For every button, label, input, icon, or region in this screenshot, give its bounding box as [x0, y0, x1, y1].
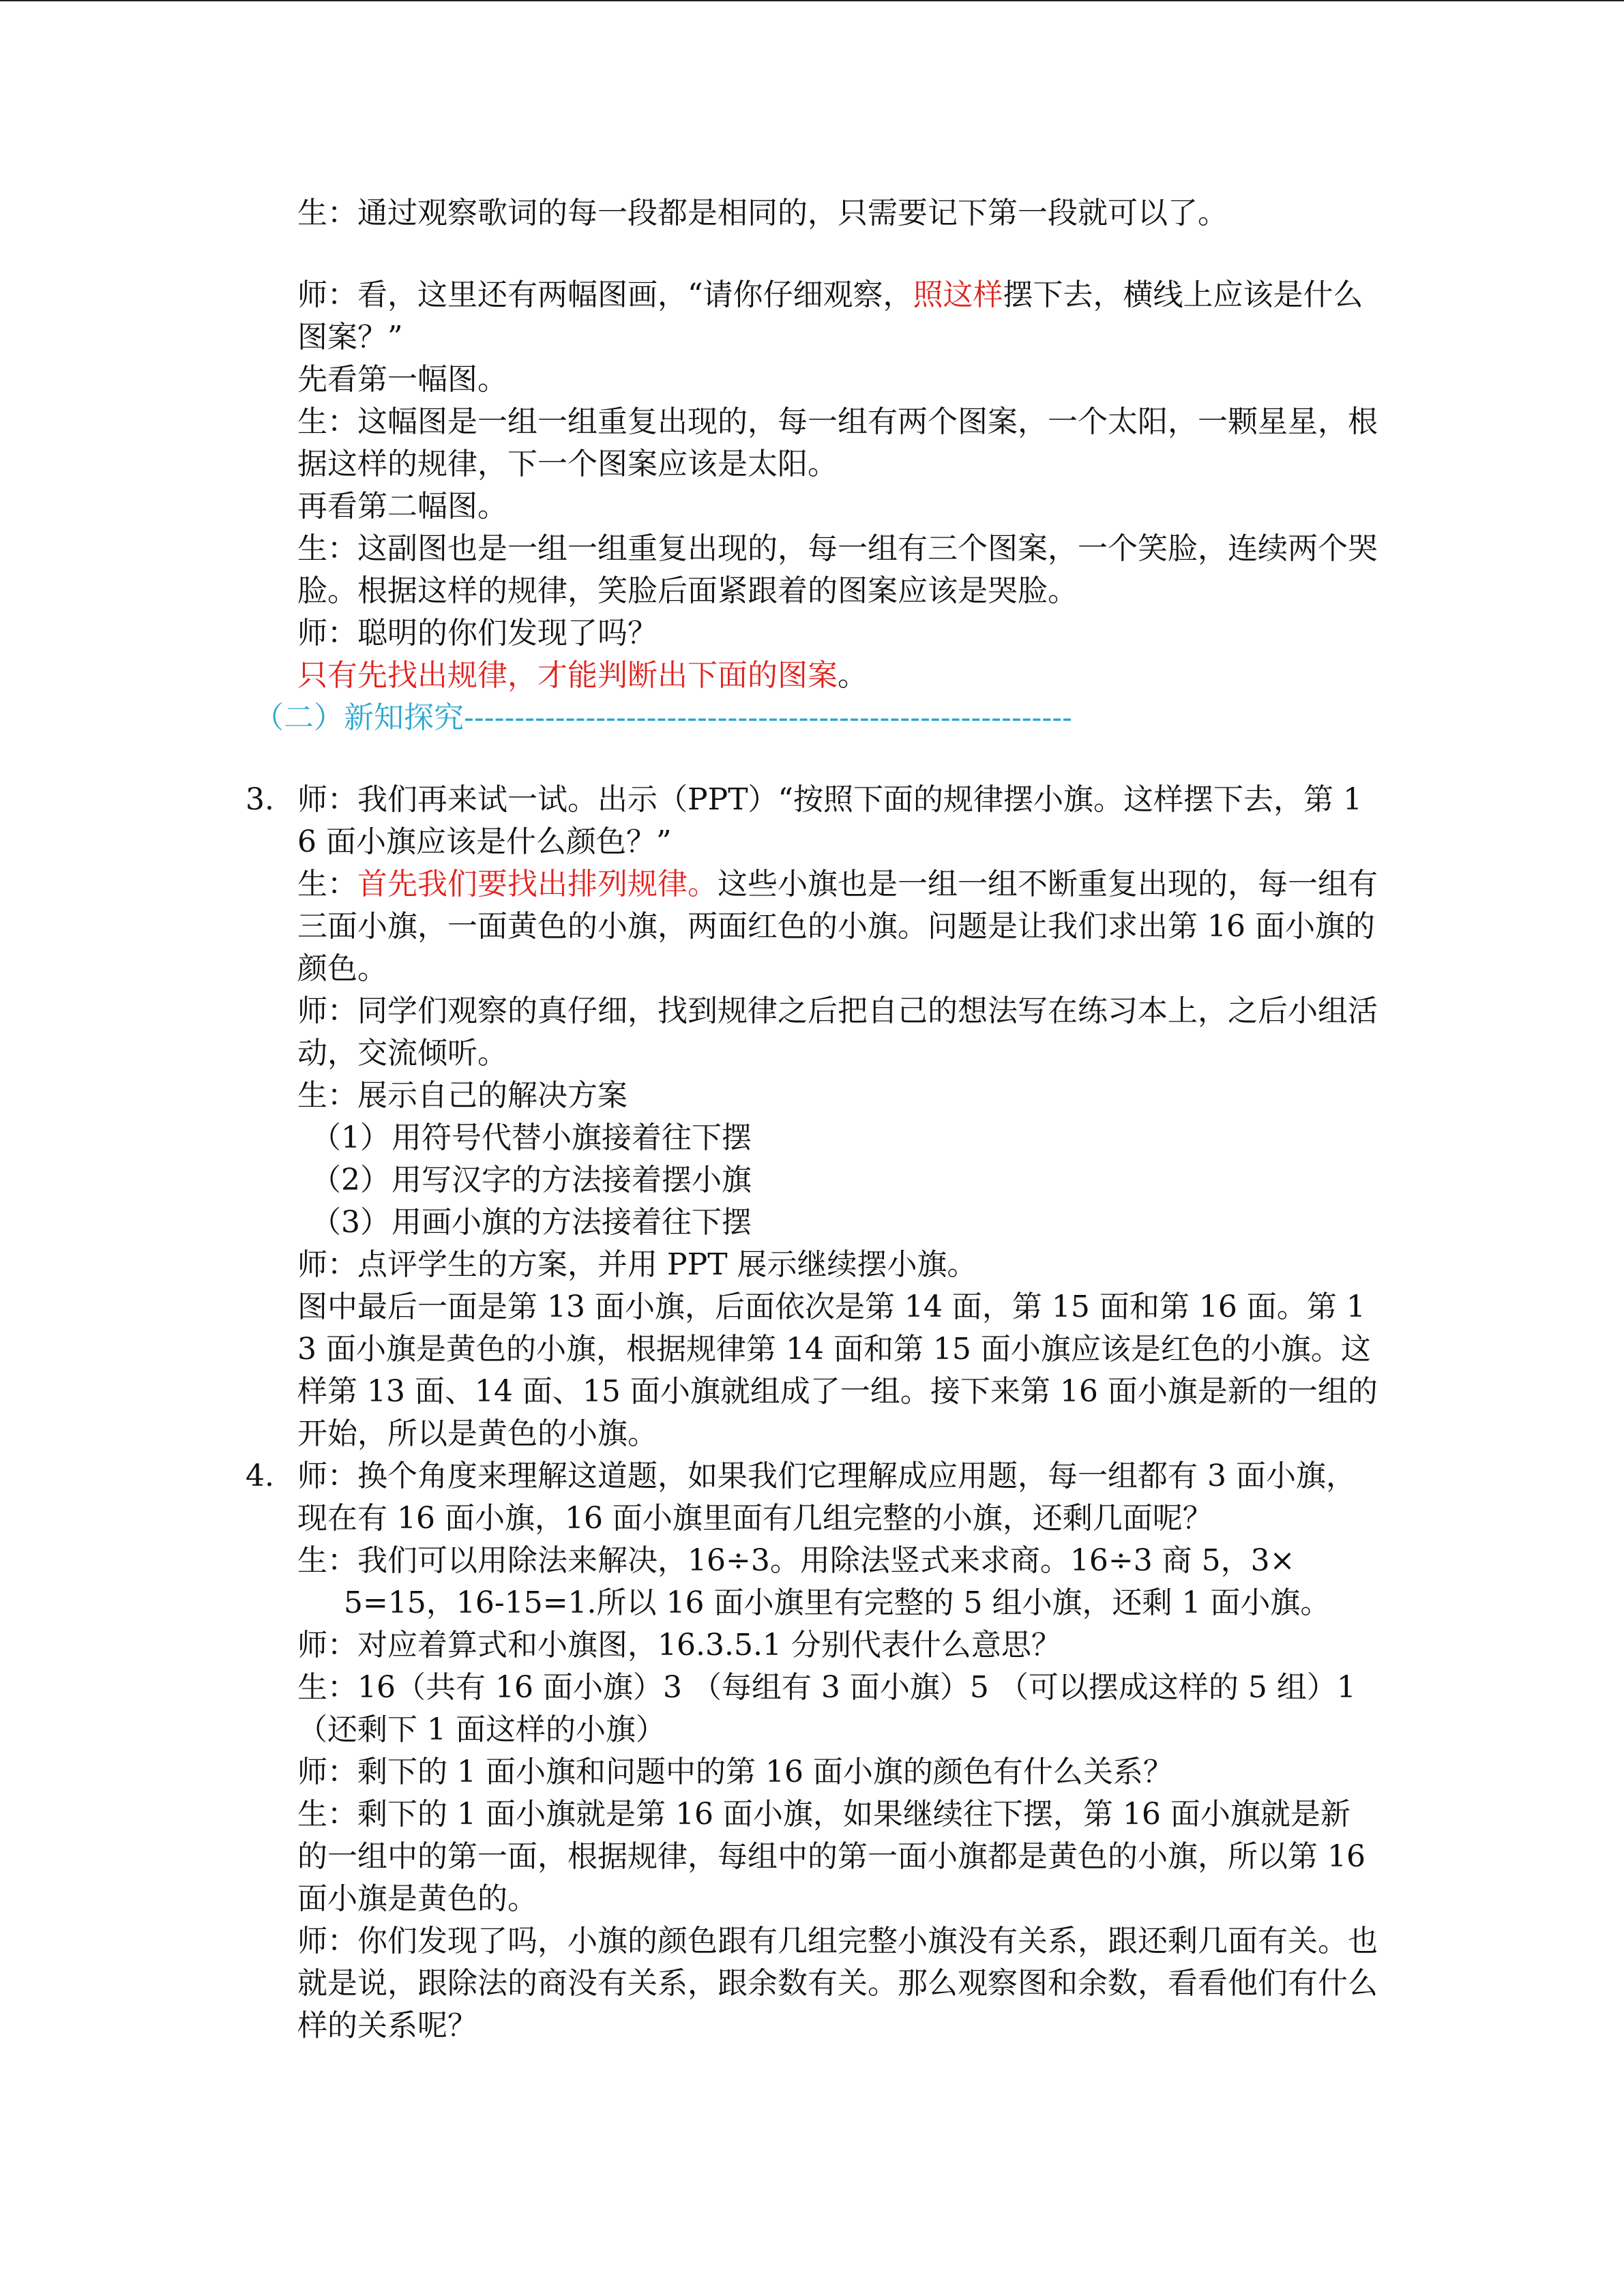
teacher-line-clever: 师：聪明的你们发现了吗？ — [297, 616, 658, 651]
solution-option-2-text: 用写汉字的方法接着摆小旗 — [392, 1163, 752, 1197]
student-line-relation: 生：剩下的 1 面小旗就是第 16 面小旗，如果继续往下摆，第 16 面小旗就是新的一组中的第一面，根据规律，每组中的第一面小旗都是黄色的小旗，所以第 16 面小旗是黄色的。 — [297, 1797, 1365, 1916]
teacher-line-pictures — [246, 274, 1378, 359]
teacher-line-word-problem: 师：换个角度来理解这道题，如果我们它理解成应用题，每一组都有 3 面小旗，现在有 16 面小旗，16 面小旗里面有几组完整的小旗，还剩几面呢？ — [297, 1459, 1356, 1536]
second-picture-line: 再看第二幅图。 — [297, 489, 507, 524]
solution-option-3-text: 用画小旗的方法接着往下摆 — [392, 1205, 752, 1240]
solution-option-1-number: （1） — [311, 1120, 390, 1155]
student-line-meaning: 生：16（共有 16 面小旗）3 （每组有 3 面小旗）5 （可以摆成这样的 5 组）1 （还剩下 1 面这样的小旗） — [297, 1670, 1356, 1747]
teacher-line-flags: 师：我们再来试一试。出示（PPT）“按照下面的规律摆小旗。这样摆下去，第 16 面小旗应该是什么颜色？” — [297, 782, 1363, 859]
section-heading-new-knowledge: （二）新知探究------------------------------------------------------------ — [254, 700, 1073, 735]
student-line-show-solution: 生：展示自己的解决方案 — [297, 1078, 628, 1113]
list-item-4 — [246, 1455, 1378, 1540]
teacher-line-remainder: 师：你们发现了吗，小旗的颜色跟有几组完整小旗没有关系，跟还剩几面有关。也就是说，跟除法的商没有关系，跟余数有关。那么观察图和余数，看看他们有什么样的关系呢？ — [297, 1924, 1378, 2043]
explanation-paragraph: 图中最后一面是第 13 面小旗，后面依次是第 14 面，第 15 面和第 16 面。第 13 面小旗是黄色的小旗，根据规律第 14 面和第 15 面小旗应该是红色的小旗。这样第 13 面、14 面、15 面小旗就组成了一组。接下来第 16 面小旗是新的一组的开始，所以是黄色的小旗。 — [297, 1289, 1378, 1451]
solution-option-2-number: （2） — [311, 1163, 390, 1197]
solution-option-3 — [246, 1202, 1378, 1244]
solution-option-1-text: 用符号代替小旗接着往下摆 — [392, 1120, 752, 1155]
list-number-3: 3. — [246, 782, 274, 817]
teacher-line-observe: 师：同学们观察的真仔细，找到规律之后把自己的想法写在练习本上，之后小组活动，交流倾听。 — [297, 994, 1378, 1071]
teacher-line-meaning: 师：对应着算式和小旗图，16.3.5.1 分别代表什么意思？ — [297, 1628, 1061, 1663]
teacher-line-pictures-part1: 师：看，这里还有两幅图画，“请你仔细观察， — [297, 278, 913, 312]
student-line-flags — [246, 863, 1378, 990]
conclusion-line — [246, 655, 1378, 697]
teacher-line-relation: 师：剩下的 1 面小旗和问题中的第 16 面小旗的颜色有什么关系？ — [297, 1755, 1173, 1789]
student-line-second-picture: 生：这副图也是一组一组重复出现的，每一组有三个图案，一个笑脸，连续两个哭脸。根据这样的规律，笑脸后面紧跟着的图案应该是哭脸。 — [297, 531, 1378, 608]
solution-option-3-number: （3） — [311, 1205, 390, 1240]
emphasis-arrange-pattern: 首先我们要找出排列规律。 — [357, 867, 718, 901]
page-top-border — [0, 0, 1624, 1]
emphasis-zhezheyang: 照这样 — [913, 278, 1003, 312]
list-number-4: 4. — [246, 1459, 274, 1493]
solution-option-2 — [246, 1159, 1378, 1202]
emphasis-find-pattern: 只有先找出规律，才能判断出下面的图案 — [297, 658, 838, 693]
student-prefix: 生： — [297, 867, 357, 901]
teacher-line-review: 师：点评学生的方案，并用 PPT 展示继续摆小旗。 — [297, 1247, 977, 1282]
student-line-first-picture: 生：这幅图是一组一组重复出现的，每一组有两个图案，一个太阳，一颗星星，根据这样的规律，下一个图案应该是太阳。 — [297, 404, 1378, 481]
teacher-line-pictures-part2: 摆下去，横线上应该是什么图案？” — [297, 278, 1363, 355]
list-item-3 — [246, 779, 1378, 863]
student-line-lyrics: 生：通过观察歌词的每一段都是相同的，只需要记下第一段就可以了。 — [297, 196, 1228, 230]
first-picture-line: 先看第一幅图。 — [297, 362, 507, 397]
conclusion-period: 。 — [838, 658, 868, 693]
student-line-division-1: 生：我们可以用除法来解决，16÷3。用除法竖式来求商。16÷3 商 5，3× — [297, 1543, 1295, 1578]
student-line-division-2: 5=15，16-15=1.所以 16 面小旗里有完整的 5 组小旗，还剩 1 面小旗。 — [344, 1585, 1331, 1620]
document-body — [246, 192, 1378, 2047]
student-line-flags-rest: 这些小旗也是一组一组不断重复出现的，每一组有三面小旗，一面黄色的小旗，两面红色的小旗。问题是让我们求出第 16 面小旗的颜色。 — [297, 867, 1378, 986]
solution-option-1 — [246, 1117, 1378, 1159]
